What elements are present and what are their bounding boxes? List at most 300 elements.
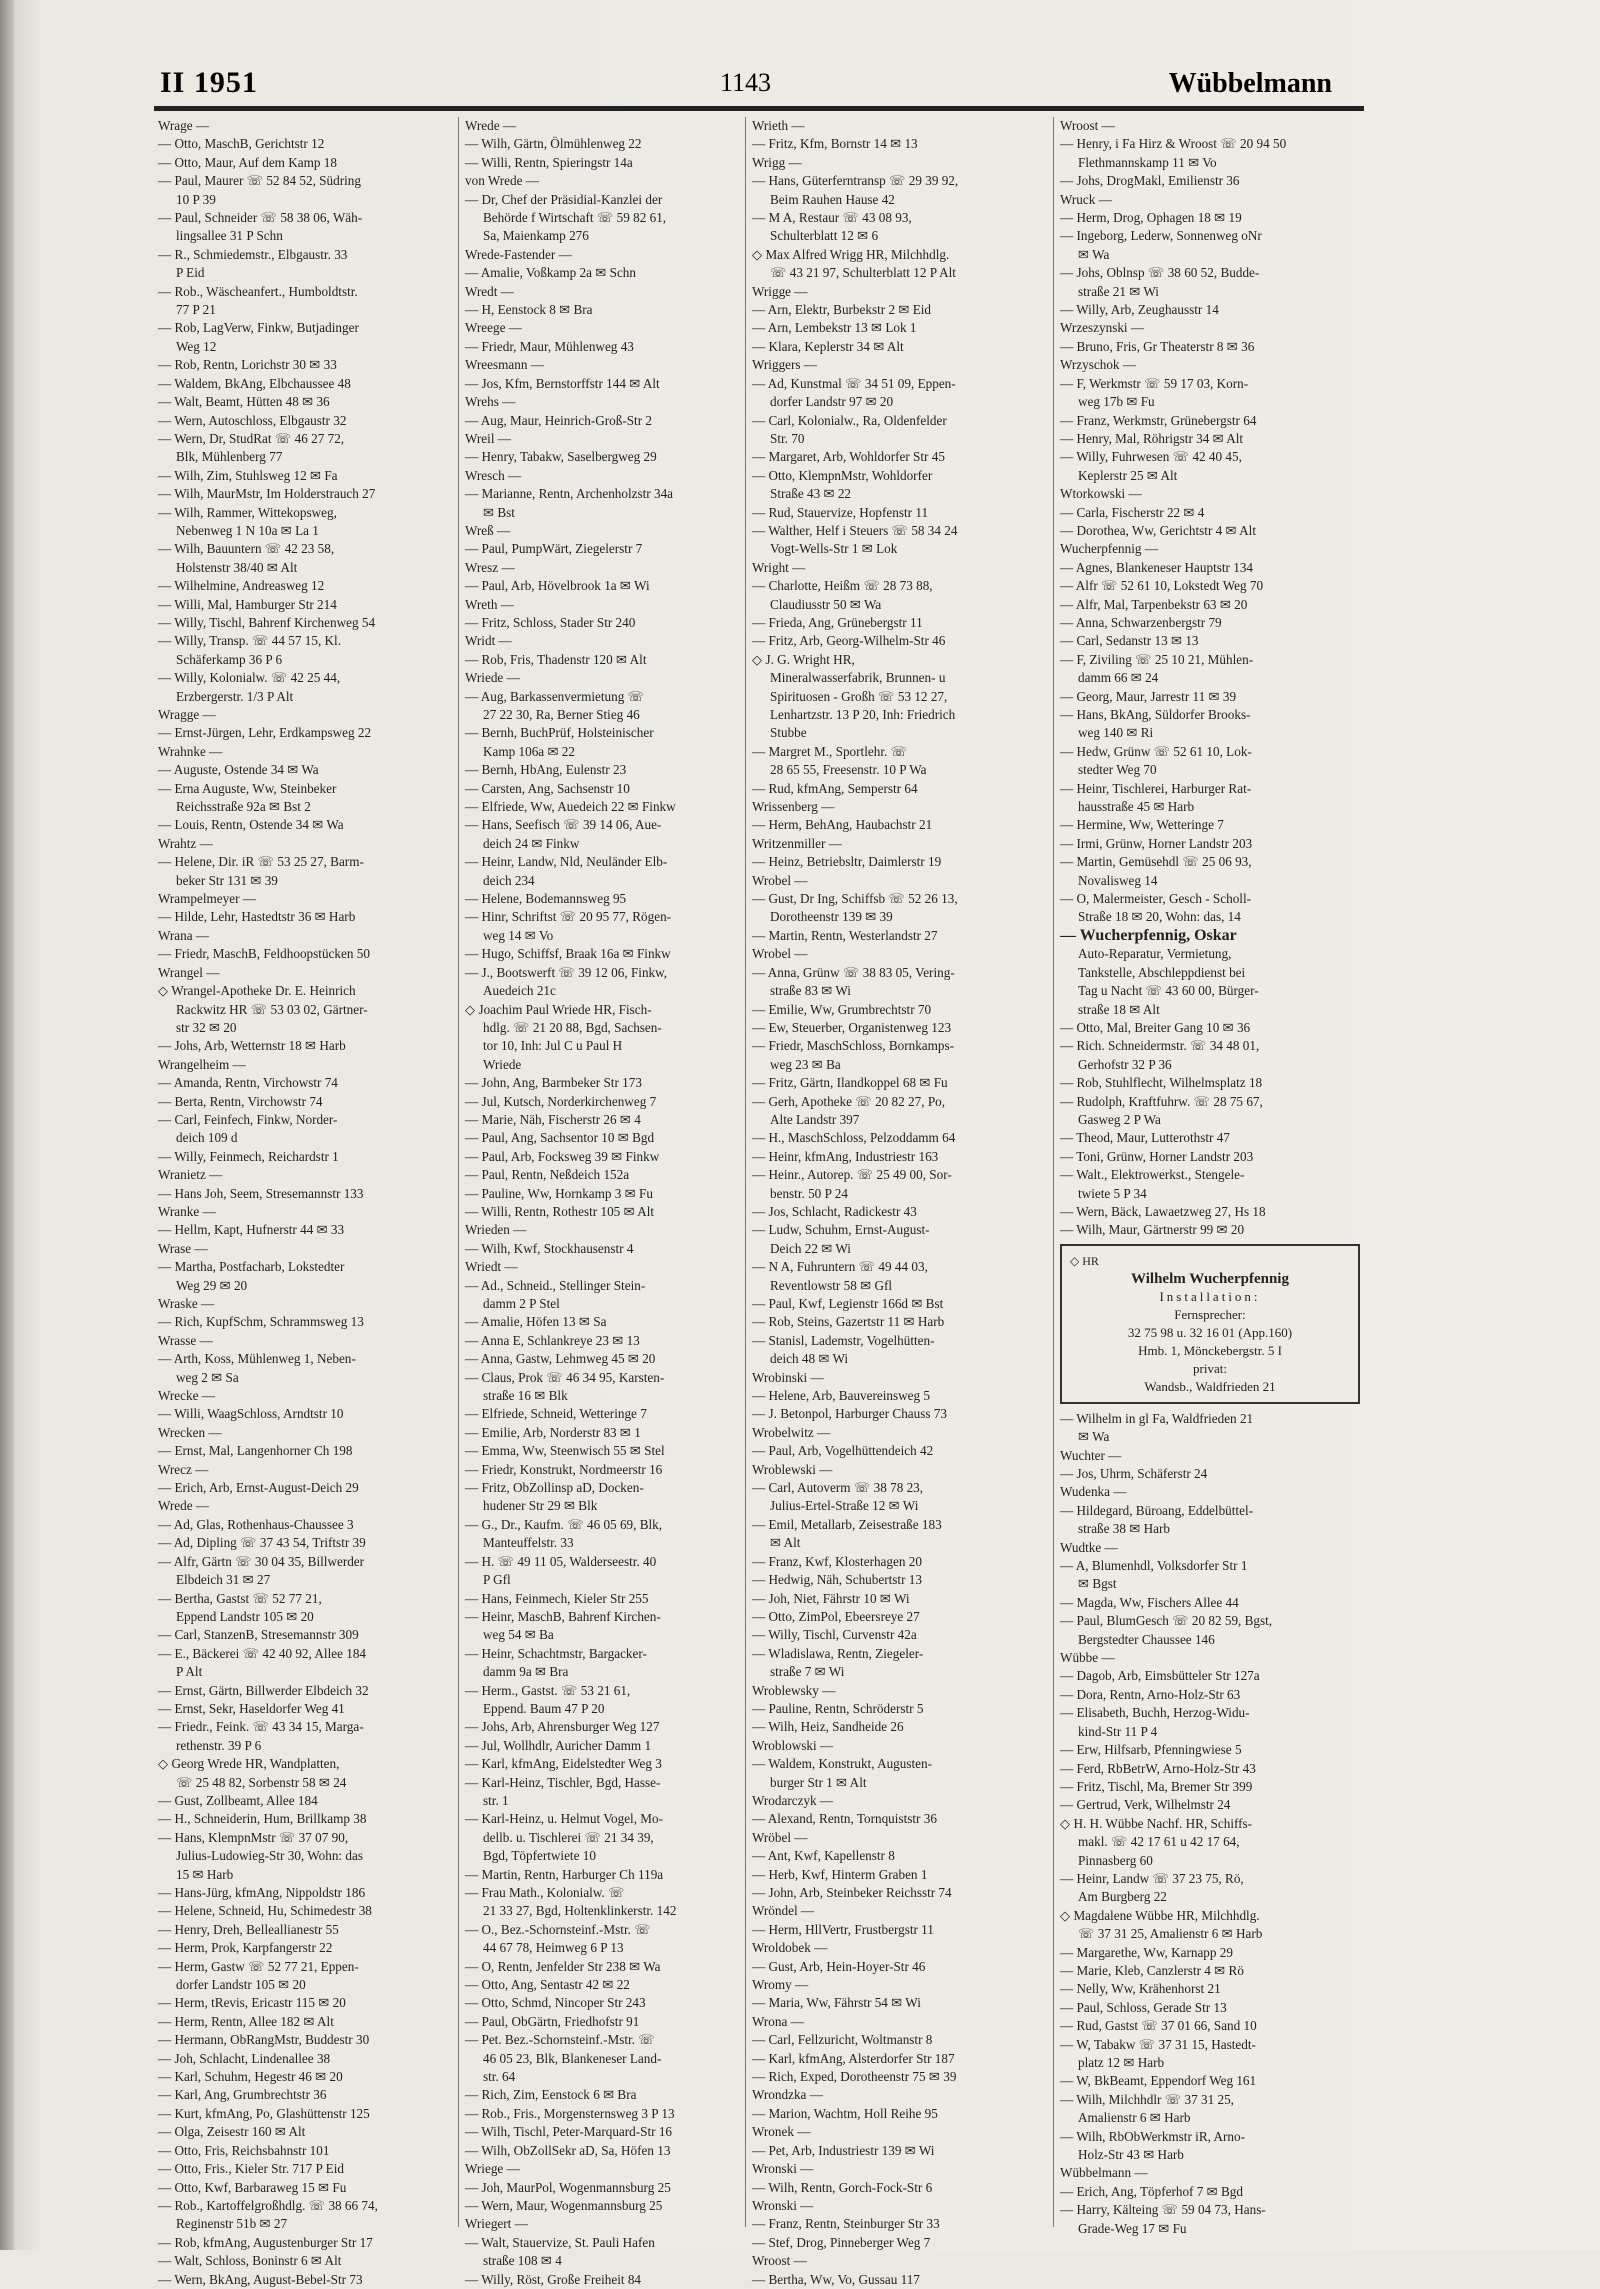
- directory-entry: — Ad., Schneid., Stellinger Stein-: [465, 1277, 646, 1293]
- ad-phone-label: Fernsprecher:: [1174, 1306, 1246, 1322]
- directory-entry: rethenstr. 39 P 6: [176, 1737, 262, 1753]
- directory-entry: — Wilh, Bauuntern ☏ 42 23 58,: [158, 541, 335, 557]
- directory-entry: — Paul, Rentn, Neßdeich 152a: [465, 1167, 630, 1183]
- directory-entry: — Magda, Ww, Fischers Allee 44: [1060, 1594, 1239, 1610]
- surname-heading: Wrobel —: [752, 946, 808, 962]
- directory-entry: — Ludw, Schuhm, Ernst-August-: [752, 1222, 930, 1238]
- directory-entry: — Karl, kfmAng, Alsterdorfer Str 187: [752, 2050, 955, 2066]
- directory-entry: — Wilh, Milchhdlr ☏ 37 31 25,: [1060, 2091, 1234, 2107]
- directory-entry: — Herm., Gastst. ☏ 53 21 61,: [465, 1682, 631, 1698]
- directory-entry: — Ad, Dipling ☏ 37 43 54, Triftstr 39: [158, 1535, 366, 1551]
- directory-entry: — Walt, Schloss, Boninstr 6 ✉ Alt: [158, 2253, 342, 2269]
- directory-entry: — Rob., Fris., Morgensternsweg 3 P 13: [465, 2105, 675, 2121]
- surname-heading: Wröbel —: [752, 1829, 808, 1845]
- column-2: [465, 117, 765, 2289]
- directory-entry: 44 67 78, Heimweg 6 P 13: [483, 1940, 624, 1956]
- directory-entry: — H., Schneiderin, Hum, Brillkamp 38: [158, 1811, 367, 1827]
- surname-heading: Wrodarczyk —: [752, 1792, 834, 1808]
- directory-entry: — E., Bäckerei ☏ 42 40 92, Allee 184: [158, 1645, 367, 1661]
- directory-entry: Straße 43 ✉ 22: [770, 486, 852, 502]
- directory-entry: — Charlotte, Heißm ☏ 28 73 88,: [752, 578, 933, 594]
- directory-entry: — Wucherpfennig, Oskar: [1060, 926, 1237, 944]
- surname-heading: Wreil —: [465, 430, 511, 446]
- directory-entry: — Gertrud, Verk, Wilhelmstr 24: [1060, 1797, 1231, 1813]
- column-4-bottom: [1060, 1410, 1360, 2238]
- directory-entry: — Walther, Helf i Steuers ☏ 58 34 24: [752, 522, 958, 538]
- directory-entry: Nebenweg 1 N 10a ✉ La 1: [176, 522, 319, 538]
- directory-entry: — Nelly, Ww, Krähenhorst 21: [1060, 1981, 1221, 1997]
- directory-entry: — Toni, Grünw, Horner Landstr 203: [1060, 1148, 1254, 1164]
- directory-entry: — Otto, Schmd, Nincoper Str 243: [465, 1995, 646, 2011]
- directory-entry: — Elfriede, Schneid, Wetteringe 7: [465, 1406, 647, 1422]
- directory-entry: weg 54 ✉ Ba: [483, 1627, 554, 1643]
- directory-entry: Schäferkamp 36 P 6: [176, 651, 283, 667]
- directory-entry: Dorotheenstr 139 ✉ 39: [770, 909, 893, 925]
- directory-entry: Erzbergerstr. 1/3 P Alt: [176, 688, 294, 704]
- directory-entry: — Emil, Metallarb, Zeisestraße 183: [752, 1516, 942, 1532]
- directory-entry: damm 2 P Stel: [483, 1296, 560, 1311]
- directory-entry: — Heinr, Schachtmstr, Bargacker-: [465, 1645, 647, 1661]
- surname-heading: Wrahtz —: [158, 835, 213, 851]
- directory-entry: — Rob, Rentn, Lorichstr 30 ✉ 33: [158, 357, 337, 373]
- surname-heading: Wrona —: [752, 2013, 804, 2029]
- directory-entry: — Marie, Kleb, Canzlerstr 4 ✉ Rö: [1060, 1962, 1244, 1978]
- directory-entry: — H. ☏ 49 11 05, Walderseestr. 40: [465, 1553, 657, 1569]
- surname-heading: von Wrede —: [465, 173, 539, 189]
- directory-entry: — Ad, Glas, Rothenhaus-Chaussee 3: [158, 1516, 354, 1532]
- directory-entry: — Rob., Kartoffelgroßhdlg. ☏ 38 66 74,: [158, 2197, 378, 2213]
- surname-heading: Wreth —: [465, 596, 514, 612]
- directory-entry: — Franz, Kwf, Klosterhagen 20: [752, 1553, 922, 1569]
- directory-entry: — Emilie, Arb, Norderstr 83 ✉ 1: [465, 1424, 641, 1440]
- directory-entry: — Joh, Niet, Fährstr 10 ✉ Wi: [752, 1590, 910, 1606]
- directory-entry: 77 P 21: [176, 302, 216, 318]
- directory-entry: — Hermine, Ww, Wetteringe 7: [1060, 817, 1224, 833]
- directory-entry: — Irmi, Grünw, Horner Landstr 203: [1060, 835, 1253, 851]
- directory-entry: — Margaret, Arb, Wohldorfer Str 45: [752, 449, 945, 465]
- directory-entry: — Joh, Schlacht, Lindenallee 38: [158, 2050, 331, 2066]
- surname-heading: Wrobel —: [752, 872, 808, 888]
- directory-entry: Auedeich 21c: [483, 983, 556, 999]
- directory-entry: ◇ H. H. Wübbe Nachf. HR, Schiffs-: [1060, 1815, 1253, 1831]
- directory-entry: — Jul, Wollhdlr, Auricher Damm 1: [465, 1737, 652, 1753]
- directory-entry: — Carl, Fellzuricht, Woltmanstr 8: [752, 2032, 933, 2048]
- column-divider: [458, 117, 459, 2227]
- directory-entry: — Herm, Drog, Ophagen 18 ✉ 19: [1060, 210, 1242, 226]
- directory-entry: str 32 ✉ 20: [176, 1019, 237, 1035]
- directory-entry: weg 14 ✉ Vo: [483, 927, 554, 943]
- surname-heading: Wrede —: [158, 1498, 210, 1514]
- directory-entry: — Willy, Tischl, Curvenstr 42a: [752, 1627, 917, 1643]
- directory-entry: — Karl, kfmAng, Eidelstedter Weg 3: [465, 1756, 662, 1772]
- directory-entry: — G., Dr., Kaufm. ☏ 46 05 69, Blk,: [465, 1516, 663, 1532]
- directory-entry: — Hedwig, Näh, Schubertstr 13: [752, 1572, 922, 1588]
- directory-entry: — Pet, Arb, Industriestr 139 ✉ Wi: [752, 2142, 935, 2158]
- directory-entry: — Rich, Exped, Dorotheenstr 75 ✉ 39: [752, 2069, 957, 2085]
- directory-entry: 10 P 39: [176, 191, 216, 207]
- surname-heading: Wronski —: [752, 2197, 814, 2213]
- directory-entry: ◇ Georg Wrede HR, Wandplatten,: [158, 1756, 340, 1772]
- directory-entry: — Herm, Gastw ☏ 52 77 21, Eppen-: [158, 1958, 359, 1974]
- directory-entry: — Heinz, Betriebsltr, Daimlerstr 19: [752, 854, 942, 870]
- directory-entry: — Fritz, Arb, Georg-Wilhelm-Str 46: [752, 633, 946, 649]
- surname-heading: Wrahnke —: [158, 743, 223, 759]
- directory-entry: — Joh, MaurPol, Wogenmannsburg 25: [465, 2179, 671, 2195]
- directory-entry: str. 64: [483, 2069, 516, 2085]
- directory-entry: — Ant, Kwf, Kapellenstr 8: [752, 1848, 895, 1864]
- directory-entry: — Rud, Stauervize, Hopfenstr 11: [752, 504, 929, 520]
- surname-heading: Wragge —: [158, 707, 216, 722]
- directory-entry: Vogt-Wells-Str 1 ✉ Lok: [770, 541, 898, 557]
- surname-heading: Wrieden —: [465, 1222, 527, 1238]
- surname-heading: Wübbelmann —: [1060, 2165, 1148, 2181]
- surname-heading: Wraske —: [158, 1296, 215, 1311]
- directory-entry: ◇ Max Alfred Wrigg HR, Milchhdlg.: [752, 246, 950, 262]
- surname-heading: Wridt —: [465, 633, 512, 649]
- directory-entry: — F, Ziviling ☏ 25 10 21, Mühlen-: [1060, 651, 1254, 667]
- directory-entry: — O, Rentn, Jenfelder Str 238 ✉ Wa: [465, 1958, 661, 1974]
- directory-entry: — Paul, Schloss, Gerade Str 13: [1060, 1999, 1227, 2015]
- directory-entry: — Karl-Heinz, Tischler, Bgd, Hasse-: [465, 1774, 661, 1790]
- surname-heading: Wroldobek —: [752, 1940, 828, 1956]
- directory-entry: — Wilh, Heiz, Sandheide 26: [752, 1719, 904, 1735]
- directory-entry: beker Str 131 ✉ 39: [176, 872, 278, 888]
- directory-entry: — Rob, Stuhlflecht, Wilhelmsplatz 18: [1060, 1075, 1263, 1091]
- directory-entry: hudener Str 29 ✉ Blk: [483, 1498, 598, 1514]
- directory-entry: — Dora, Rentn, Arno-Holz-Str 63: [1060, 1686, 1241, 1702]
- directory-entry: — Herm, tRevis, Ericastr 115 ✉ 20: [158, 1995, 346, 2011]
- directory-entry: — Erich, Arb, Ernst-August-Deich 29: [158, 1480, 359, 1496]
- directory-entry: — Helene, Arb, Bauvereinsweg 5: [752, 1388, 930, 1404]
- directory-entry: — N A, Fuhruntern ☏ 49 44 03,: [752, 1259, 928, 1275]
- directory-entry: — Paul, ObGärtn, Friedhofstr 91: [465, 2013, 640, 2029]
- surname-heading: Wrangel —: [158, 964, 220, 980]
- directory-entry: — Anna, Grünw ☏ 38 83 05, Vering-: [752, 964, 955, 980]
- directory-entry: — Hinr, Schriftst ☏ 20 95 77, Rögen-: [465, 909, 672, 925]
- surname-heading: Wrondzka —: [752, 2087, 823, 2103]
- directory-entry: — Hans, KlempnMstr ☏ 37 07 90,: [158, 1829, 349, 1845]
- directory-entry: Flethmannskamp 11 ✉ Vo: [1078, 154, 1217, 170]
- surname-heading: Wrecken —: [158, 1424, 222, 1440]
- directory-entry: weg 140 ✉ Ri: [1078, 725, 1154, 741]
- directory-entry: Bergstedter Chaussee 146: [1078, 1631, 1215, 1647]
- directory-entry: — Willy, Röst, Große Freiheit 84: [465, 2271, 642, 2287]
- surname-heading: Wright —: [752, 559, 806, 575]
- directory-entry: — Willy, Fuhrwesen ☏ 42 40 45,: [1060, 449, 1242, 465]
- directory-entry: — Ad, Kunstmal ☏ 34 51 09, Eppen-: [752, 375, 956, 391]
- directory-entry: — Heinr, MaschB, Bahrenf Kirchen-: [465, 1608, 661, 1624]
- directory-entry: stedter Weg 70: [1078, 762, 1157, 778]
- directory-entry: — Stef, Drog, Pinneberger Weg 7: [752, 2234, 931, 2250]
- surname-heading: Wresch —: [465, 467, 522, 483]
- directory-entry: — Auguste, Ostende 34 ✉ Wa: [158, 762, 319, 778]
- directory-entry: — Franz, Rentn, Steinburger Str 33: [752, 2216, 940, 2232]
- directory-entry: Julius-Ertel-Straße 12 ✉ Wi: [770, 1498, 919, 1514]
- directory-entry: Weg 12: [176, 338, 217, 354]
- directory-entry: damm 66 ✉ 24: [1078, 670, 1159, 686]
- directory-entry: — Hans Joh, Seem, Stresemannstr 133: [158, 1185, 364, 1201]
- directory-entry: Holstenstr 38/40 ✉ Alt: [176, 559, 298, 575]
- directory-entry: — Arn, Lembekstr 13 ✉ Lok 1: [752, 320, 917, 336]
- directory-entry: Reginenstr 51b ✉ 27: [176, 2216, 288, 2232]
- directory-entry: Rackwitz HR ☏ 53 03 02, Gärtner-: [176, 1001, 368, 1017]
- directory-entry: Spirituosen - Großh ☏ 53 12 27,: [770, 688, 948, 704]
- surname-heading: Wronski —: [752, 2161, 814, 2177]
- directory-entry: 27 22 30, Ra, Berner Stieg 46: [483, 707, 640, 722]
- surname-heading: Wudenka —: [1060, 1484, 1127, 1500]
- directory-entry: — Marie, Näh, Fischerstr 26 ✉ 4: [465, 1111, 641, 1127]
- directory-entry: Bgd, Töpfertwiete 10: [483, 1848, 596, 1864]
- directory-entry: — Klara, Keplerstr 34 ✉ Alt: [752, 338, 904, 354]
- directory-entry: Eppend Landstr 105 ✉ 20: [176, 1608, 314, 1624]
- column-4: [1060, 117, 1360, 2238]
- directory-entry: — Otto, Fris., Kieler Str. 717 P Eid: [158, 2161, 344, 2177]
- directory-entry: Eppend. Baum 47 P 20: [483, 1700, 605, 1716]
- directory-entry: — Ferd, RbBetrW, Arno-Holz-Str 43: [1060, 1760, 1256, 1776]
- directory-entry: 46 05 23, Blk, Blankeneser Land-: [483, 2050, 662, 2066]
- directory-entry: — Paul, Maurer ☏ 52 84 52, Südring: [158, 173, 361, 189]
- surname-heading: Wrobelwitz —: [752, 1424, 831, 1440]
- directory-entry: — Aug, Maur, Heinrich-Groß-Str 2: [465, 412, 652, 428]
- surname-heading: Wrede-Fastender —: [465, 246, 572, 262]
- directory-entry: — Hugo, Schiffsf, Braak 16a ✉ Finkw: [465, 946, 671, 962]
- directory-entry: — Paul, Arb, Focksweg 39 ✉ Finkw: [465, 1148, 660, 1164]
- directory-entry: — Wilh, Rammer, Wittekopsweg,: [158, 504, 337, 520]
- directory-entry: Lenhartzstr. 13 P 20, Inh: Friedrich: [770, 707, 956, 722]
- surname-heading: Wrecke —: [158, 1388, 215, 1404]
- directory-entry: — Hedw, Grünw ☏ 52 61 10, Lok-: [1060, 743, 1252, 759]
- directory-entry: — Walt., Elektrowerkst., Stengele-: [1060, 1167, 1245, 1183]
- directory-entry: — Fritz, Gärtn, Ilandkoppel 68 ✉ Fu: [752, 1075, 948, 1091]
- directory-entry: — Bernh, BuchPrüf, Holsteinischer: [465, 725, 654, 741]
- directory-entry: — Martin, Rentn, Westerlandstr 27: [752, 927, 938, 943]
- ad-marker: ◇ HR: [1070, 1253, 1099, 1268]
- directory-entry: — Rich. Schneidermstr. ☏ 34 48 01,: [1060, 1038, 1260, 1054]
- directory-entry: — Carl, Sedanstr 13 ✉ 13: [1060, 633, 1199, 649]
- directory-entry: — Alexand, Rentn, Tornquiststr 36: [752, 1811, 937, 1827]
- directory-entry: — Herm, Rentn, Allee 182 ✉ Alt: [158, 2013, 334, 2029]
- directory-entry: — Hans, Güterferntransp ☏ 29 39 92,: [752, 173, 959, 189]
- directory-entry: — Emilie, Ww, Grumbrechtstr 70: [752, 1001, 932, 1017]
- directory-entry: — Herm, HllVertr, Frustbergstr 11: [752, 1921, 934, 1937]
- directory-entry: — Bertha, Ww, Vo, Gussau 117: [752, 2271, 920, 2287]
- directory-entry: dorfer Landstr 105 ✉ 20: [176, 1977, 306, 1993]
- directory-entry: — Willi, Mal, Hamburger Str 214: [158, 596, 337, 612]
- directory-entry: deich 234: [483, 872, 535, 888]
- directory-entry: Str. 70: [770, 430, 805, 446]
- directory-entry: — Hellm, Kapt, Hufnerstr 44 ✉ 33: [158, 1222, 345, 1238]
- directory-entry: — Wern, Dr, StudRat ☏ 46 27 72,: [158, 430, 345, 446]
- ad-phones: 32 75 98 u. 32 16 01 (App.160): [1127, 1324, 1293, 1340]
- directory-entry: ☏ 43 21 97, Schulterblatt 12 P Alt: [770, 265, 956, 281]
- directory-entry: — Pauline, Rentn, Schröderstr 5: [752, 1700, 924, 1716]
- directory-entry: — Ernst-Jürgen, Lehr, Erdkampsweg 22: [158, 725, 372, 741]
- directory-entry: — Martin, Rentn, Harburger Ch 119a: [465, 1866, 664, 1882]
- surname-heading: Wroblewsky —: [752, 1682, 836, 1698]
- directory-entry: str. 1: [483, 1792, 509, 1808]
- surname-heading: Wrana —: [158, 927, 210, 943]
- directory-entry: — Alfr, Gärtn ☏ 30 04 35, Billwerder: [158, 1553, 365, 1569]
- surname-heading: Wucherpfennig —: [1060, 541, 1158, 557]
- directory-entry: — Wilh, ObZollSekr aD, Sa, Höfen 13: [465, 2142, 671, 2158]
- directory-entry: — Henry, Mal, Röhrigstr 34 ✉ Alt: [1060, 430, 1244, 446]
- directory-entry: — Margret M., Sportlehr. ☏: [752, 743, 908, 759]
- surname-heading: Wrigge —: [752, 283, 808, 299]
- directory-entry: — Arn, Elektr, Burbekstr 2 ✉ Eid: [752, 302, 932, 318]
- surname-heading: Wreesmann —: [465, 357, 544, 373]
- ad-subtitle: Installation:: [1159, 1288, 1261, 1304]
- directory-entry: tor 10, Inh: Jul C u Paul H: [483, 1038, 623, 1054]
- directory-entry: — Carl, Autoverm ☏ 38 78 23,: [752, 1480, 924, 1496]
- directory-entry: hdlg. ☏ 21 20 88, Bgd, Sachsen-: [483, 1019, 662, 1035]
- directory-entry: — Wladislawa, Rentn, Ziegeler-: [752, 1645, 924, 1661]
- directory-entry: — Willy, Kolonialw. ☏ 42 25 44,: [158, 670, 341, 686]
- directory-entry: — Erna Auguste, Ww, Steinbeker: [158, 780, 337, 796]
- directory-entry: — Stanisl, Lademstr, Vogelhütten-: [752, 1332, 935, 1348]
- directory-entry: — Rud, kfmAng, Semperstr 64: [752, 780, 918, 796]
- directory-entry: — Rob, LagVerw, Finkw, Butjadinger: [158, 320, 359, 336]
- surname-heading: Wrobinski —: [752, 1369, 824, 1385]
- directory-entry: Gasweg 2 P Wa: [1078, 1111, 1161, 1127]
- directory-entry: — Waldem, Konstrukt, Augusten-: [752, 1756, 933, 1772]
- directory-entry: — Henry, Dreh, Belleallianestr 55: [158, 1921, 339, 1937]
- directory-entry: — Karl, Schuhm, Hegestr 46 ✉ 20: [158, 2069, 343, 2085]
- directory-entry: Mineralwasserfabrik, Brunnen- u: [770, 670, 946, 686]
- surname-heading: Wrzeszynski —: [1060, 320, 1145, 336]
- directory-entry: — Maria, Ww, Fährstr 54 ✉ Wi: [752, 1995, 921, 2011]
- directory-entry: Auto-Reparatur, Vermietung,: [1078, 946, 1232, 962]
- directory-entry: — Johs, Arb, Ahrensburger Weg 127: [465, 1719, 660, 1735]
- directory-entry: — Hans-Jürg, kfmAng, Nippoldstr 186: [158, 1885, 366, 1900]
- directory-entry: — Willy, Transp. ☏ 44 57 15, Kl.: [158, 633, 342, 649]
- directory-entry: — O., Bez.-Schornsteinf.-Mstr. ☏: [465, 1921, 651, 1937]
- directory-entry: — J., Bootswerft ☏ 39 12 06, Finkw,: [465, 964, 668, 980]
- directory-entry: — Paul, Arb, Hövelbrook 1a ✉ Wi: [465, 578, 650, 594]
- directory-entry: — Otto, MaschB, Gerichtstr 12: [158, 136, 325, 152]
- directory-entry: — Helene, Dir. iR ☏ 53 25 27, Barm-: [158, 854, 364, 870]
- directory-entry: — Rud, Gastst ☏ 37 01 66, Sand 10: [1060, 2018, 1257, 2034]
- surname-heading: Wranietz —: [158, 1167, 223, 1183]
- directory-entry: Deich 22 ✉ Wi: [770, 1240, 851, 1256]
- directory-entry: — Fritz, Kfm, Bornstr 14 ✉ 13: [752, 136, 918, 152]
- directory-entry: — Wilhelm in gl Fa, Waldfrieden 21: [1060, 1410, 1254, 1426]
- directory-entry: twiete 5 P 34: [1078, 1185, 1147, 1201]
- directory-entry: — Jos, Uhrm, Schäferstr 24: [1060, 1466, 1208, 1481]
- surname-heading: Wudtke —: [1060, 1539, 1118, 1555]
- directory-entry: Straße 18 ✉ 20, Wohn: das, 14: [1078, 909, 1241, 925]
- directory-entry: — Willi, WaagSchloss, Arndtstr 10: [158, 1406, 344, 1422]
- directory-entry: Holz-Str 43 ✉ Harb: [1078, 2147, 1184, 2163]
- surname-heading: Wruck —: [1060, 191, 1112, 207]
- directory-entry: Amalienstr 6 ✉ Harb: [1078, 2110, 1191, 2126]
- directory-entry: — Walt, Beamt, Hütten 48 ✉ 36: [158, 394, 330, 410]
- directory-entry: — Bernh, HbAng, Eulenstr 23: [465, 762, 627, 778]
- surname-heading: Wtorkowski —: [1060, 486, 1142, 502]
- directory-entry: — Kurt, kfmAng, Po, Glashüttenstr 125: [158, 2105, 370, 2121]
- directory-entry: — Helene, Bodemannsweg 95: [465, 891, 627, 907]
- directory-entry: — Paul, Ang, Sachsentor 10 ✉ Bgd: [465, 1130, 655, 1146]
- directory-entry: straße 108 ✉ 4: [483, 2253, 562, 2269]
- surname-heading: Wriede —: [465, 670, 520, 686]
- directory-entry: — Hans, Seefisch ☏ 39 14 06, Aue-: [465, 817, 662, 833]
- directory-entry: — Bertha, Gastst ☏ 52 77 21,: [158, 1590, 322, 1606]
- directory-entry: — Fritz, Schloss, Stader Str 240: [465, 614, 636, 630]
- directory-entry: Tag u Nacht ☏ 43 60 00, Bürger-: [1078, 983, 1259, 999]
- directory-entry: ◇ J. G. Wright HR,: [752, 651, 855, 667]
- directory-entry: lingsallee 31 P Schn: [176, 228, 283, 244]
- directory-entry: — Karl, Ang, Grumbrechtstr 36: [158, 2087, 327, 2103]
- directory-entry: — Johs, DrogMakl, Emilienstr 36: [1060, 173, 1240, 189]
- directory-entry: — Wilh, MaurMstr, Im Holderstrauch 27: [158, 486, 376, 502]
- directory-entry: — John, Arb, Steinbeker Reichsstr 74: [752, 1885, 952, 1900]
- surname-heading: Wriegert —: [465, 2216, 528, 2232]
- directory-entry: — Otto, KlempnMstr, Wohldorfer: [752, 467, 933, 483]
- directory-entry: Wriede: [483, 1056, 522, 1072]
- surname-heading: Wrecz —: [158, 1461, 209, 1477]
- directory-entry: — Ew, Steuerber, Organistenweg 123: [752, 1019, 952, 1035]
- directory-entry: — Paul, Kwf, Legienstr 166d ✉ Bst: [752, 1296, 944, 1311]
- directory-entry: — Emma, Ww, Steenwisch 55 ✉ Stel: [465, 1443, 665, 1459]
- directory-entry: — Wilhelmine, Andreasweg 12: [158, 578, 325, 594]
- directory-entry: — Willy, Tischl, Bahrenf Kirchenweg 54: [158, 614, 376, 630]
- directory-entry: — M A, Restaur ☏ 43 08 93,: [752, 210, 912, 226]
- directory-entry: — Paul, PumpWärt, Ziegelerstr 7: [465, 541, 643, 557]
- directory-entry: — Amalie, Voßkamp 2a ✉ Schn: [465, 265, 636, 281]
- directory-entry: — Erich, Ang, Töpferhof 7 ✉ Bgd: [1060, 2183, 1243, 2199]
- directory-entry: — Otto, Kwf, Barbaraweg 15 ✉ Fu: [158, 2179, 347, 2195]
- directory-entry: — Olga, Zeisestr 160 ✉ Alt: [158, 2124, 306, 2140]
- column-1: [158, 117, 458, 2289]
- surname-heading: Wroblewski —: [752, 1461, 833, 1477]
- directory-entry: — Heinr, Tischlerei, Harburger Rat-: [1060, 780, 1252, 796]
- volume-year: II 1951: [160, 66, 258, 99]
- directory-entry: Elbdeich 31 ✉ 27: [176, 1572, 271, 1588]
- directory-entry: Pinnasberg 60: [1078, 1852, 1153, 1868]
- directory-entry: — O, Malermeister, Gesch - Scholl-: [1060, 891, 1252, 907]
- surname-heading: Wuchter —: [1060, 1447, 1122, 1463]
- directory-entry: — Aug, Barkassenvermietung ☏: [465, 688, 645, 704]
- directory-entry: — Herm, Prok, Karpfangerstr 22: [158, 1940, 333, 1956]
- directory-entry: — Elisabeth, Buchh, Herzog-Widu-: [1060, 1705, 1250, 1721]
- directory-entry: — Ernst, Sekr, Haseldorfer Weg 41: [158, 1700, 345, 1716]
- directory-entry: Beim Rauhen Hause 42: [770, 191, 895, 207]
- directory-entry: Tankstelle, Abschleppdienst bei: [1078, 964, 1246, 980]
- surname-heading: Wronek —: [752, 2124, 811, 2140]
- directory-entry: — Otto, Maur, Auf dem Kamp 18: [158, 154, 337, 170]
- directory-entry: — Fritz, ObZollinsp aD, Docken-: [465, 1480, 644, 1496]
- directory-entry: straße 16 ✉ Blk: [483, 1388, 568, 1404]
- directory-entry: ✉ Alt: [770, 1535, 801, 1551]
- directory-entry: — Erw, Hilfsarb, Pfenningwiese 5: [1060, 1742, 1242, 1758]
- directory-entry: deich 109 d: [176, 1130, 238, 1146]
- surname-heading: Wrasse —: [158, 1332, 213, 1348]
- directory-entry: platz 12 ✉ Harb: [1078, 2055, 1165, 2070]
- directory-entry: — Heinr., Autorep. ☏ 25 49 00, Sor-: [752, 1167, 952, 1183]
- directory-entry: — Amanda, Rentn, Virchowstr 74: [158, 1075, 338, 1091]
- directory-entry: straße 38 ✉ Harb: [1078, 1521, 1170, 1537]
- directory-entry: — F, Werkmstr ☏ 59 17 03, Korn-: [1060, 375, 1249, 391]
- directory-entry: — Johs, Arb, Wetternstr 18 ✉ Harb: [158, 1038, 346, 1054]
- directory-entry: — Willi, Rentn, Spieringstr 14a: [465, 154, 633, 170]
- surname-heading: Wromy —: [752, 1977, 809, 1993]
- surname-heading: Wriggers —: [752, 357, 818, 373]
- header-rule: [154, 106, 1364, 111]
- directory-entry: — R., Schmiedemstr., Elbgaustr. 33: [158, 246, 348, 262]
- directory-entry: — Dagob, Arb, Eimsbütteler Str 127a: [1060, 1668, 1260, 1684]
- directory-entry: Stubbe: [770, 725, 807, 741]
- directory-entry: hausstraße 45 ✉ Harb: [1078, 799, 1195, 815]
- directory-entry: 28 65 55, Freesenstr. 10 P Wa: [770, 762, 927, 778]
